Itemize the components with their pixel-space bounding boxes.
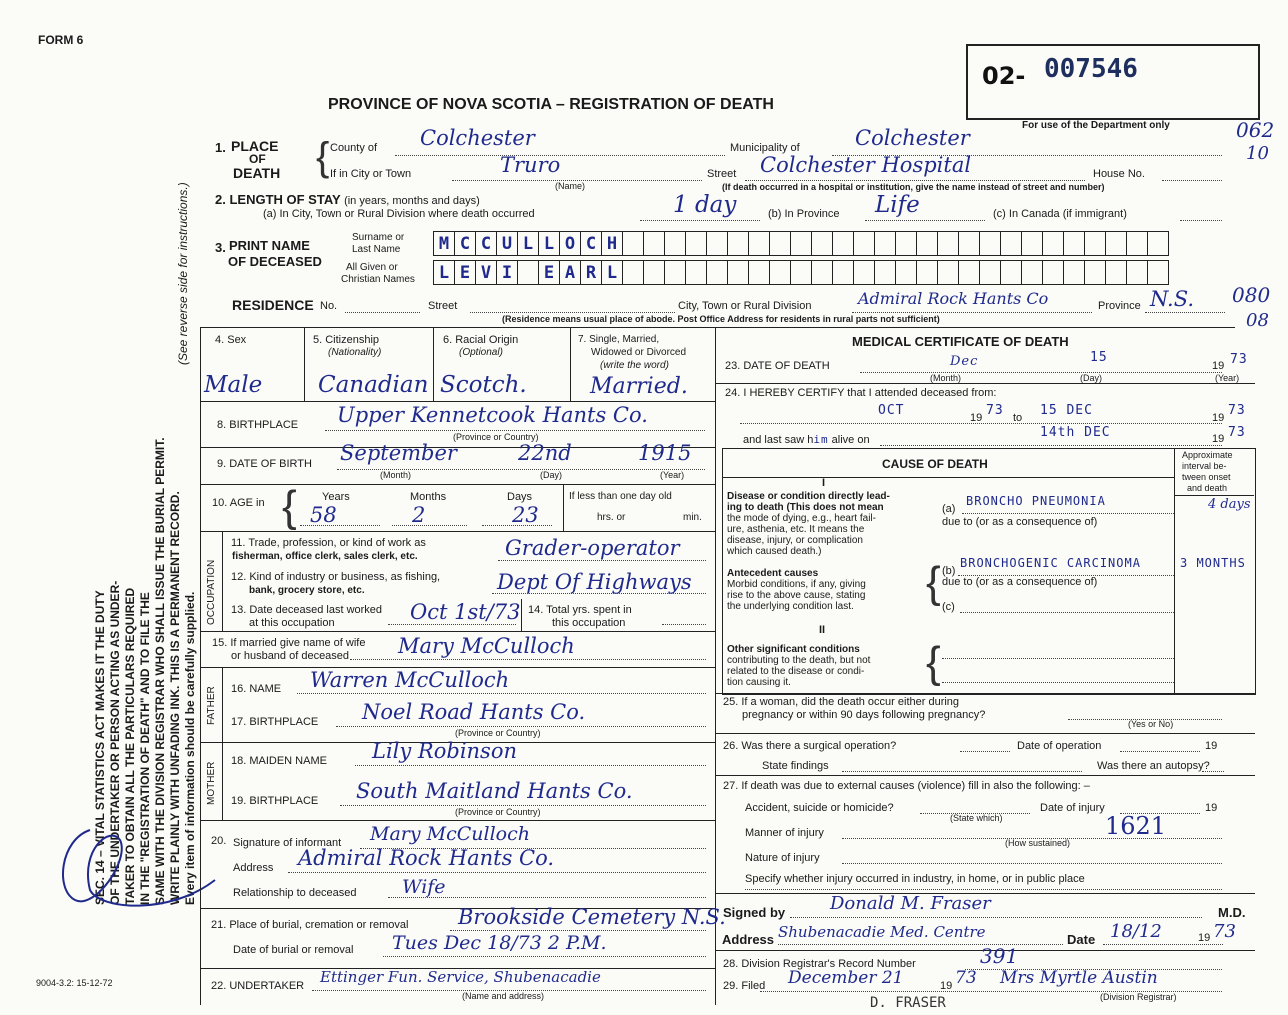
surname-cell [959, 232, 980, 255]
county-value: Colchester [420, 126, 535, 150]
s8-label: 8. BIRTHPLACE [217, 419, 299, 431]
state-which-caption: (State which) [950, 813, 1003, 823]
attended-to-year: 73 [1228, 403, 1246, 418]
s1-label-a: PLACE [231, 138, 279, 154]
residence-province-label: Province [1098, 300, 1141, 312]
given-cell [1022, 261, 1043, 284]
house-label: House No. [1093, 168, 1145, 180]
other-conditions-c: tion causing it. [727, 677, 791, 688]
county-label: County of [330, 142, 378, 154]
surname-cell [854, 232, 875, 255]
death-day: 15 [1090, 350, 1108, 365]
side-notice-line1: SEC. 14 – VITAL STATISTICS ACT MAKES IT THE DUTY [93, 590, 107, 905]
surname-cell [1106, 232, 1127, 255]
s4-label: 4. Sex [215, 334, 247, 346]
given-label-b: Christian Names [341, 274, 415, 285]
s1-note: (If death occurred in a hospital or institution, give the name instead of street and number) [722, 182, 1105, 192]
given-cell [623, 261, 644, 284]
given-cell: L [434, 261, 455, 284]
surname-cells [433, 231, 1169, 256]
surname-cell: C [476, 232, 497, 255]
mother-side-label: MOTHER [206, 761, 217, 805]
given-cell [959, 261, 980, 284]
surname-cell: L [518, 232, 539, 255]
father-name: Warren McCulloch [310, 668, 510, 692]
s21-label: 21. Place of burial, cremation or removal [211, 919, 409, 931]
given-cell [1085, 261, 1106, 284]
s2-a-label: (a) In City, Town or Rural Division where death occurred [263, 208, 535, 220]
s6-value: Scotch. [440, 372, 527, 398]
operation-year-prefix: 19 [1205, 740, 1218, 752]
surname-cell [1001, 232, 1022, 255]
given-name-cells [433, 260, 1169, 285]
death-cap-year: (Year) [1215, 373, 1240, 383]
surname-label-b: Last Name [352, 244, 401, 255]
given-cell [833, 261, 854, 284]
attendance-certify-label: 24. I HEREBY CERTIFY that I attended deceased from: [725, 387, 997, 399]
age-days: 23 [512, 503, 539, 527]
side-notice-reverse: (See reverse side for instructions.) [176, 182, 190, 365]
surname-cell: L [539, 232, 560, 255]
s9-cap-year: (Year) [660, 470, 685, 480]
burial-date-label: Date of burial or removal [233, 944, 354, 956]
residence-city-value: Admiral Rock Hants Co [858, 289, 1049, 308]
department-use-label: For use of the Department only [1022, 120, 1170, 131]
attended-to-date: 15 DEC [1040, 403, 1093, 418]
street-label: Street [707, 168, 737, 180]
municipality-label: Municipality of [730, 142, 800, 154]
s11-value: Grader-operator [505, 536, 680, 560]
last-saw-year-prefix: 19 [1212, 433, 1225, 445]
s13-value: Oct 1st/73 [410, 600, 521, 624]
occupation-side-label: OCCUPATION [206, 559, 217, 625]
registration-number: 007546 [1044, 54, 1138, 84]
death-year-prefix: 19 [1212, 360, 1225, 372]
surname-cell [1043, 232, 1064, 255]
surname-cell: C [455, 232, 476, 255]
surname-cell [1085, 232, 1106, 255]
surname-cell [644, 232, 665, 255]
direct-cause-d: ure, asthenia, etc. It means the [727, 524, 865, 535]
due-to-1: due to (or as a consequence of) [942, 516, 1098, 528]
given-cell: A [560, 261, 581, 284]
s5-value: Canadian [318, 372, 429, 398]
s6-label: 6. Racial Origin [443, 334, 519, 346]
death-date-label: 23. DATE OF DEATH [725, 360, 830, 372]
attended-from-month: OCT [878, 403, 905, 418]
given-cell: V [476, 261, 497, 284]
age-days-label: Days [507, 491, 533, 503]
cause-b-value: BRONCHOGENIC CARCINOMA [960, 556, 1141, 570]
s15-value: Mary McCulloch [398, 634, 575, 658]
mother-birthplace: South Maitland Hants Co. [356, 779, 633, 803]
s10-brace: { [282, 482, 297, 531]
s14-label-a: 14. Total yrs. spent in [528, 604, 632, 616]
antecedent-c: the underlying condition last. [727, 601, 854, 612]
father-side-label: FATHER [206, 686, 217, 725]
side-notice-line3: TAKER TO OBTAIN ALL THE PARTICULARS REQUIRED [123, 587, 137, 905]
dept-code-4: 08 [1246, 310, 1269, 331]
surname-cell [812, 232, 833, 255]
direct-cause-a: Disease or condition directly lead- [727, 491, 890, 502]
undertaker-value: Ettinger Fun. Service, Shubenacadie [320, 968, 601, 986]
undertaker-label: 22. UNDERTAKER [211, 980, 305, 992]
interval-label-d: and death [1187, 483, 1228, 493]
surname-cell [1022, 232, 1043, 255]
attended-to-year-prefix: 19 [1212, 412, 1225, 424]
s2-c-label: (c) In Canada (if immigrant) [993, 208, 1127, 220]
pregnancy-label-b: pregnancy or within 90 days following pregnancy? [742, 709, 986, 721]
accident-label: Accident, suicide or homicide? [745, 802, 894, 814]
interval-label-b: interval be- [1182, 461, 1227, 471]
given-cell [938, 261, 959, 284]
filed-date: December 21 [788, 968, 904, 988]
given-cell [770, 261, 791, 284]
other-conditions-a: contributing to the death, but not [727, 655, 871, 666]
given-cell [1064, 261, 1085, 284]
relationship-value: Wife [402, 876, 446, 898]
surname-cell [1064, 232, 1085, 255]
mother-name: Lily Robinson [372, 739, 518, 763]
s1-brace: { [316, 135, 330, 179]
cause-a-label: (a) [942, 503, 956, 515]
s9-cap-day: (Day) [540, 470, 562, 480]
division-registrar: Mrs Myrtle Austin [1000, 968, 1158, 988]
operation-date-label: Date of operation [1017, 740, 1102, 752]
side-notice-line5: SAME WITH THE DIVISION REGISTRAR WHO SHALL ISSUE THE BURIAL PERMIT. [153, 437, 167, 905]
surname-cell [833, 232, 854, 255]
side-notice-line4: IN THE "REGISTRATION OF DEATH" AND TO FILE THE [138, 592, 152, 905]
s7-label-a: 7. Single, Married, [578, 334, 660, 345]
given-cell [791, 261, 812, 284]
given-label-a: All Given or [346, 262, 398, 273]
other-conditions-title: Other significant conditions [727, 644, 860, 655]
given-cell [980, 261, 1001, 284]
s5-label: 5. Citizenship [313, 334, 380, 346]
pregnancy-yes-no-caption: (Yes or No) [1128, 719, 1174, 729]
external-causes-label: 27. If death was due to external causes (violence) fill in also the following: – [723, 780, 1090, 792]
burial-date: Tues Dec 18/73 2 P.M. [392, 932, 607, 954]
surname-cell [749, 232, 770, 255]
antecedent-b: rise to the above cause, stating [727, 590, 866, 601]
s12-value: Dept Of Highways [497, 570, 692, 594]
age-less-label: If less than one day old [569, 491, 672, 502]
form-code: 9004-3.2: 15-12-72 [36, 978, 113, 988]
registrar-caption: (Division Registrar) [1100, 992, 1177, 1002]
nature-label: Nature of injury [745, 852, 820, 864]
residence-province-value: N.S. [1150, 287, 1195, 311]
given-cell: L [602, 261, 623, 284]
s3-label-b: OF DECEASED [228, 254, 322, 269]
injury-code: 1621 [1105, 812, 1167, 840]
filed-year: 73 [955, 968, 977, 988]
s14-label-b: this occupation [552, 617, 626, 629]
given-cell [644, 261, 665, 284]
surname-cell [980, 232, 1001, 255]
given-cell [707, 261, 728, 284]
s9-year: 1915 [638, 441, 692, 465]
registration-number-box [966, 44, 1260, 120]
pregnancy-label-a: 25. If a woman, did the death occur either during [723, 696, 960, 708]
s5-sub: (Nationality) [328, 347, 382, 358]
surname-cell: O [560, 232, 581, 255]
given-cell [1043, 261, 1064, 284]
attended-from-year: 73 [986, 403, 1004, 418]
surgery-label: 26. Was there a surgical operation? [723, 740, 897, 752]
death-year: 73 [1230, 352, 1248, 367]
s1-label-c: DEATH [233, 165, 281, 181]
city-label: If in City or Town [330, 168, 412, 180]
given-cell: I [497, 261, 518, 284]
undertaker-caption: (Name and address) [462, 991, 545, 1001]
signature-date-label: Date [1067, 932, 1096, 947]
due-to-2: due to (or as a consequence of) [942, 576, 1098, 588]
s15-label-b: or husband of deceased [231, 650, 350, 662]
city-value: Truro [500, 153, 561, 177]
age-months: 2 [412, 503, 426, 527]
injury-date-label: Date of injury [1040, 802, 1105, 814]
given-cell [812, 261, 833, 284]
age-years: 58 [310, 503, 337, 527]
signature-date: 18/12 [1110, 921, 1162, 942]
given-cell [686, 261, 707, 284]
autopsy-label: Was there an autopsy? [1097, 760, 1210, 772]
s6-sub: (Optional) [459, 347, 503, 358]
given-cell [1106, 261, 1127, 284]
last-saw-date: 14th DEC [1040, 425, 1111, 440]
attended-to-label: to [1013, 412, 1023, 424]
s20-number: 20. [211, 835, 227, 847]
name-stamp: D. FRASER [870, 995, 946, 1011]
cause-a-value: BRONCHO PNEUMONIA [966, 494, 1106, 508]
s10-label: 10. AGE in [212, 497, 265, 509]
injury-year-prefix: 19 [1205, 802, 1218, 814]
signature-year-prefix: 19 [1198, 932, 1211, 944]
surname-cell [623, 232, 644, 255]
surname-cell [665, 232, 686, 255]
surname-cell [770, 232, 791, 255]
father-birthplace: Noel Road Hants Co. [362, 700, 586, 724]
margin-mark-scribble [50, 820, 220, 920]
other-conditions-b: related to the disease or condi- [727, 666, 865, 677]
given-cell [749, 261, 770, 284]
s11-label-b: fisherman, office clerk, sales clerk, etc. [232, 551, 418, 562]
surname-cell [728, 232, 749, 255]
residence-no-label: No. [320, 300, 338, 312]
s4-value: Male [204, 372, 263, 398]
residence-street-label: Street [428, 300, 458, 312]
last-saw-year: 73 [1228, 425, 1246, 440]
antecedent-a: Morbid conditions, if any, giving [727, 579, 866, 590]
mother-name-label: 18. MAIDEN NAME [231, 755, 327, 767]
s9-month: September [340, 441, 457, 465]
informant-signature-label: Signature of informant [233, 837, 342, 849]
how-sustained-caption: (How sustained) [1005, 838, 1071, 848]
given-cell [917, 261, 938, 284]
s2-b-value: Life [875, 192, 920, 218]
surname-cell [875, 232, 896, 255]
direct-cause-c: the mode of dying, e.g., heart fail- [727, 513, 876, 524]
father-birthplace-label: 17. BIRTHPLACE [231, 716, 319, 728]
mother-birthplace-label: 19. BIRTHPLACE [231, 795, 319, 807]
s3-number: 3. [215, 240, 226, 255]
given-cell [1148, 261, 1168, 284]
s2-b-label: (b) In Province [768, 208, 840, 220]
surname-cell [896, 232, 917, 255]
record-number: 391 [980, 944, 1019, 968]
s7-label-c: (write the word) [600, 360, 669, 371]
form-title: PROVINCE OF NOVA SCOTIA – REGISTRATION OF DEATH [328, 96, 774, 113]
residence-note: (Residence means usual place of abode. Post Office Address for residents in rural parts not sufficient) [502, 314, 940, 324]
cause-part-1: I [822, 477, 826, 489]
form-label: FORM 6 [38, 33, 84, 47]
relationship-label: Relationship to deceased [233, 887, 357, 899]
burial-place: Brookside Cemetery N.S. [458, 905, 726, 929]
s12-label-b: bank, grocery store, etc. [249, 585, 365, 596]
dept-code-2: 10 [1246, 143, 1269, 164]
s9-label: 9. DATE OF BIRTH [217, 458, 312, 470]
s8-value: Upper Kennetcook Hants Co. [337, 403, 648, 427]
s9-day: 22nd [518, 441, 572, 465]
physician-signature: Donald M. Fraser [830, 893, 991, 914]
surname-cell [791, 232, 812, 255]
surname-cell [1148, 232, 1168, 255]
given-cell: E [455, 261, 476, 284]
side-notice-line6: WRITE PLAINLY WITH UNFADING INK. THIS IS A PERMANENT RECORD. [168, 491, 182, 905]
attended-from-year-prefix: 19 [970, 412, 983, 424]
city-name-caption: (Name) [555, 181, 586, 191]
cause-b-interval: 3 MONTHS [1180, 556, 1246, 570]
informant-address: Admiral Rock Hants Co. [298, 846, 555, 870]
last-saw-label: and last saw him alive on [743, 433, 870, 446]
surname-cell [686, 232, 707, 255]
s11-label-a: 11. Trade, profession, or kind of work as [231, 537, 426, 549]
surname-cell: C [581, 232, 602, 255]
given-cell [896, 261, 917, 284]
s1-label-b: OF [249, 152, 266, 166]
manner-label: Manner of injury [745, 827, 824, 839]
interval-label-c: tween onset [1182, 472, 1231, 482]
direct-cause-e: disease, injury, or complication [727, 535, 863, 546]
s9-cap-month: (Month) [380, 470, 412, 480]
given-cell: R [581, 261, 602, 284]
s7-value: Married. [590, 374, 688, 399]
residence-city-label: City, Town or Rural Division [678, 300, 812, 312]
filed-label: 29. Filed [723, 980, 766, 992]
father-caption: (Province or Country) [455, 728, 541, 738]
s2-a-value: 1 day [673, 192, 737, 218]
dept-code-1: 062 [1236, 118, 1275, 142]
s12-label-a: 12. Kind of industry or business, as fishing, [231, 571, 441, 583]
death-month: Dec [950, 354, 979, 369]
surname-cell [1127, 232, 1148, 255]
s7-label-b: Widowed or Divorced [591, 347, 687, 358]
surname-cell [917, 232, 938, 255]
given-cell [728, 261, 749, 284]
given-cell [1127, 261, 1148, 284]
registration-prefix: 02- [982, 62, 1026, 90]
other-brace: { [926, 638, 941, 687]
cause-c-label: (c) [942, 601, 955, 613]
given-cell: E [539, 261, 560, 284]
given-cell [854, 261, 875, 284]
cause-title: CAUSE OF DEATH [882, 457, 988, 471]
specify-label: Specify whether injury occurred in industry, in home, or in public place [745, 873, 1085, 885]
age-years-label: Years [322, 491, 350, 503]
residence-label: RESIDENCE [232, 297, 314, 313]
physician-address-label: Address [722, 932, 775, 947]
s3-label-a: PRINT NAME [229, 238, 310, 253]
surname-cell: H [602, 232, 623, 255]
surname-cell: M [434, 232, 455, 255]
given-cell [1001, 261, 1022, 284]
cause-a-interval: 4 days [1208, 497, 1251, 512]
s13-label-b: at this occupation [249, 617, 335, 629]
s13-label-a: 13. Date deceased last worked [231, 604, 383, 616]
direct-cause-b: ing to death (This does not mean [727, 502, 884, 513]
father-name-label: 16. NAME [231, 683, 282, 695]
death-cap-month: (Month) [930, 373, 962, 383]
given-cell [665, 261, 686, 284]
interval-label-a: Approximate [1182, 450, 1233, 460]
antecedent-title: Antecedent causes [727, 568, 819, 579]
street-value: Colchester Hospital [760, 153, 972, 177]
informant-signature: Mary McCulloch [370, 823, 530, 845]
municipality-value: Colchester [855, 126, 970, 150]
signed-by-label: Signed by [723, 905, 786, 920]
side-notice-line2: OF THE UNDERTAKER OR PERSON ACTING AS UNDER- [108, 580, 122, 905]
dept-code-3: 080 [1232, 283, 1271, 307]
medical-title: MEDICAL CERTIFICATE OF DEATH [852, 334, 1069, 349]
age-min-label: min. [683, 512, 702, 523]
mother-caption: (Province or Country) [455, 807, 541, 817]
given-cell [518, 261, 539, 284]
side-notice-line7: Every item of information should be carefully supplied. [183, 591, 197, 905]
age-hrs-label: hrs. or [597, 512, 626, 523]
cause-b-label: (b) [942, 565, 956, 577]
age-months-label: Months [410, 491, 447, 503]
surname-cell [707, 232, 728, 255]
s15-label-a: 15. If married give name of wife [212, 637, 366, 649]
signature-year: 73 [1213, 921, 1236, 942]
physician-address: Shubenacadie Med. Centre [778, 923, 986, 941]
direct-cause-f: which caused death.) [727, 546, 822, 557]
cause-part-2: II [819, 624, 826, 636]
s8-caption: (Province or Country) [453, 432, 539, 442]
s2-label: 2. LENGTH OF STAY (in years, months and days) [215, 192, 480, 207]
antecedent-brace: { [926, 558, 941, 607]
s1-number: 1. [215, 140, 226, 155]
filed-year-prefix: 19 [940, 980, 953, 992]
md-label: M.D. [1218, 905, 1246, 920]
informant-address-label: Address [233, 862, 274, 874]
given-cell [875, 261, 896, 284]
record-number-label: 28. Division Registrar's Record Number [723, 958, 916, 970]
state-findings-label: State findings [762, 760, 829, 772]
surname-cell [938, 232, 959, 255]
death-cap-day: (Day) [1080, 373, 1102, 383]
surname-label-a: Surname or [352, 232, 405, 243]
surname-cell: U [497, 232, 518, 255]
